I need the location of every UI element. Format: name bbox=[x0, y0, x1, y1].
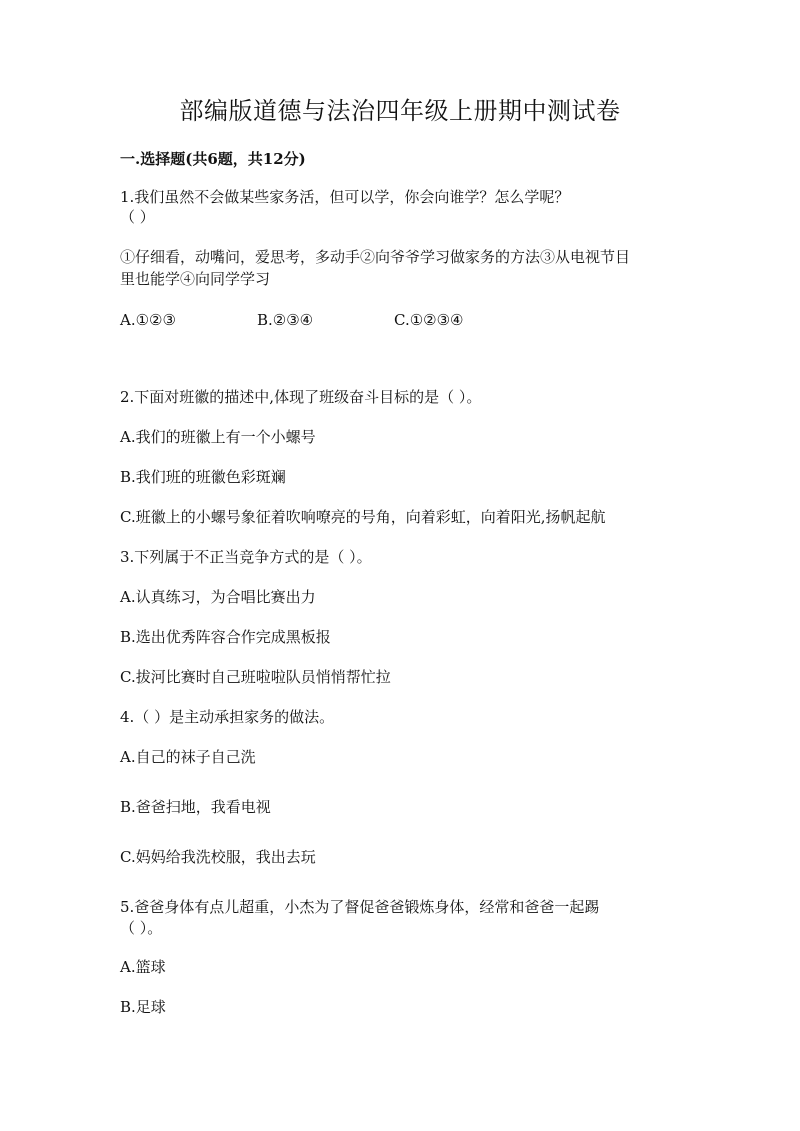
question-1-option-b: B.②③④ bbox=[257, 311, 314, 329]
page-title: 部编版道德与法治四年级上册期中测试卷 bbox=[179, 97, 621, 125]
question-3-option-a: A.认真练习，为合唱比赛出力 bbox=[120, 588, 316, 606]
question-4-option-a: A.自己的袜子自己洗 bbox=[120, 748, 256, 766]
question-5-option-b: B.足球 bbox=[120, 998, 166, 1016]
question-4-option-c: C.妈妈给我洗校服，我出去玩 bbox=[120, 848, 316, 866]
question-1-info-line-1: ①仔细看，动嘴问，爱思考，多动手②向爷爷学习做家务的方法③从电视节目 bbox=[120, 248, 631, 266]
question-1-info-line-2: 里也能学④向同学学习 bbox=[120, 270, 271, 288]
question-2-option-c: C.班徽上的小螺号象征着吹响嘹亮的号角，向着彩虹，向着阳光,扬帆起航 bbox=[120, 508, 606, 526]
question-2-stem: 2.下面对班徽的描述中,体现了班级奋斗目标的是（ ）。 bbox=[120, 388, 482, 406]
question-3-option-b: B.选出优秀阵容合作完成黑板报 bbox=[120, 628, 331, 646]
question-1-answer-blank: （ ） bbox=[120, 208, 155, 226]
question-5-answer-blank: （ ）。 bbox=[120, 919, 163, 937]
question-4-option-b: B.爸爸扫地，我看电视 bbox=[120, 798, 271, 816]
question-1-option-c: C.①②③④ bbox=[394, 311, 464, 329]
question-5-option-a: A.篮球 bbox=[120, 958, 166, 976]
question-1-stem: 1.我们虽然不会做某些家务活，但可以学，你会向谁学？怎么学呢？ bbox=[120, 188, 570, 206]
question-2-option-a: A.我们的班徽上有一个小螺号 bbox=[120, 428, 316, 446]
section-heading: 一.选择题(共6题，共12分) bbox=[120, 150, 306, 168]
question-4-stem: 4.（ ）是主动承担家务的做法。 bbox=[120, 708, 335, 726]
question-5-stem: 5.爸爸身体有点儿超重，小杰为了督促爸爸锻炼身体，经常和爸爸一起踢 bbox=[120, 898, 600, 916]
question-1-options bbox=[120, 309, 680, 331]
question-1-option-a: A.①②③ bbox=[120, 311, 176, 329]
question-3-stem: 3.下列属于不正当竞争方式的是（ ）。 bbox=[120, 548, 372, 566]
question-2-option-b: B.我们班的班徽色彩斑斓 bbox=[120, 468, 286, 486]
question-3-option-c: C.拔河比赛时自己班啦啦队员悄悄帮忙拉 bbox=[120, 668, 391, 686]
